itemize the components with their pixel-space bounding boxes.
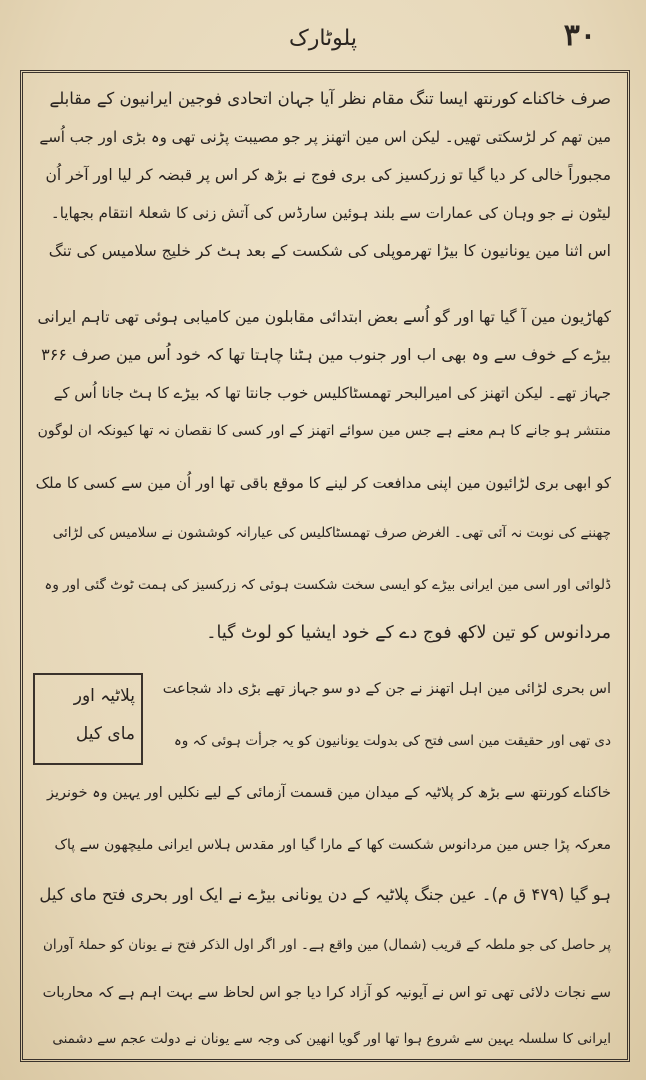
text-frame <box>20 70 630 1062</box>
body-line: صرف خاکناے کورنتھ ایسا تنگ مقام نظر آیا جہان اتحادی فوجین ایرانیون کے مقابلے <box>49 89 611 108</box>
body-line: کو ابھی بری لڑائیون مین اپنی مدافعت کر لینے کا موقع باقی تھا اور اُن مین سے کسی کا ملک <box>35 474 611 492</box>
margin-note-box <box>33 673 143 765</box>
body-line: منتشر ہو جانے کا ہم معنے ہے جس مین سوائے اتھنز کے اور کسی کا نقصان نہ تھا کیونکہ ان لوگون <box>37 423 611 439</box>
body-line: مردانوس کو تین لاکھ فوج دے کے خود ایشیا کو لوٹ گیا۔ <box>206 623 611 643</box>
body-line: مین تھم کر لڑسکتی تھیں۔ لیکن اس مین اتھنز پر جو مصیبت پڑنی تھی وہ بڑی اور جب اُسے <box>39 128 611 146</box>
body-line: پر حاصل کی جو ملطہ کے قریب (شمال) مین واقع ہے۔ اور اگر اول الذکر فتح نے یونان کو حملۂ آوران <box>42 937 611 953</box>
body-line: ایرانی کا سلسلہ یہین سے شروع ہوا تھا اور گویا انھین کی وجہ سے یونان نے دولت عجم سے دشمنی <box>52 1031 611 1047</box>
body-line: لیٹون نے جو وہان کی عمارات سے بلند ہوئین سارڈس کی آتش زنی کا شعلۂ انتقام بجھایا۔ <box>50 204 611 222</box>
body-line: دی تھی اور حقیقت مین اسی فتح کی بدولت یونانیون کو یہ جرأت ہوئی کہ وہ <box>173 733 611 749</box>
body-line: چھننے کی نوبت نہ آئی تھی۔ الغرض صرف تھمسٹاکلیس کی عیارانہ کوششون نے سلامیس کی لڑائی <box>52 525 611 541</box>
page-number: ۳۰ <box>563 18 596 53</box>
body-line: سے نجات دلائی تھی تو اس نے آیونیہ کو آزاد کرا دیا جو اس لحاظ سے بہت اہم ہے کہ محاربات <box>42 985 611 1001</box>
page-header <box>20 14 626 66</box>
body-line: جہاز تھے۔ لیکن اتھنز کی امیرالبحر تھمسٹاکلیس خوب جانتا تھا کہ بیڑے کا ہٹ جانا اُس کے <box>53 384 611 402</box>
body-line: معرکہ پڑا جس مین مردانوس شکست کھا کے مارا گیا اور مقدس ہلاس ایرانی ملیچھون سے پاک <box>54 837 611 853</box>
margin-note-line: مای کیل <box>75 724 135 744</box>
margin-note-line: پلاٹیہ اور <box>73 686 135 706</box>
body-line: اس بحری لڑائی مین اہل اتھنز نے جن کے دو سو جہاز تھے بڑی داد شجاعت <box>162 681 611 697</box>
body-line: ڈلوائی اور اسی مین ایرانی بیڑے کو ایسی سخت شکست ہوئی کہ زرکسیز کی ہمت ٹوٹ گئی اور وہ <box>44 577 611 593</box>
running-title: پلوٹارک <box>289 26 357 51</box>
body-line: کھاڑیون مین آ گیا تھا اور گو اُسے بعض ابتدائی مقابلون مین کامیابی ہوئی تھی تاہم ایرانی <box>37 308 611 326</box>
body-line: اس اثنا مین یونانیون کا بیڑا تھرموپلی کی شکست کے بعد ہٹ کر خلیج سلامیس کی تنگ <box>48 242 611 260</box>
body-line: بیڑے کے خوف سے وہ بھی اب اور جنوب مین ہٹنا چاہتا تھا کہ خود اُس مین صرف ۳۶۶ <box>41 345 611 364</box>
body-line: مجبوراً خالی کر دیا گیا تو زرکسیز کی بری فوج نے بڑھ کر اس پر قبضہ کر لیا اور آخر اُن <box>45 166 611 184</box>
body-line: خاکناے کورنتھ سے بڑھ کر پلاٹیہ کے میدان مین قسمت آزمائی کے لیے نکلیں اور یہین وہ خونریز <box>47 785 611 801</box>
body-line: ہو گیا (۴۷۹ ق م)۔ عین جنگ پلاٹیہ کے دن یونانی بیڑے نے ایک اور بحری فتح مای کیل <box>39 885 611 904</box>
